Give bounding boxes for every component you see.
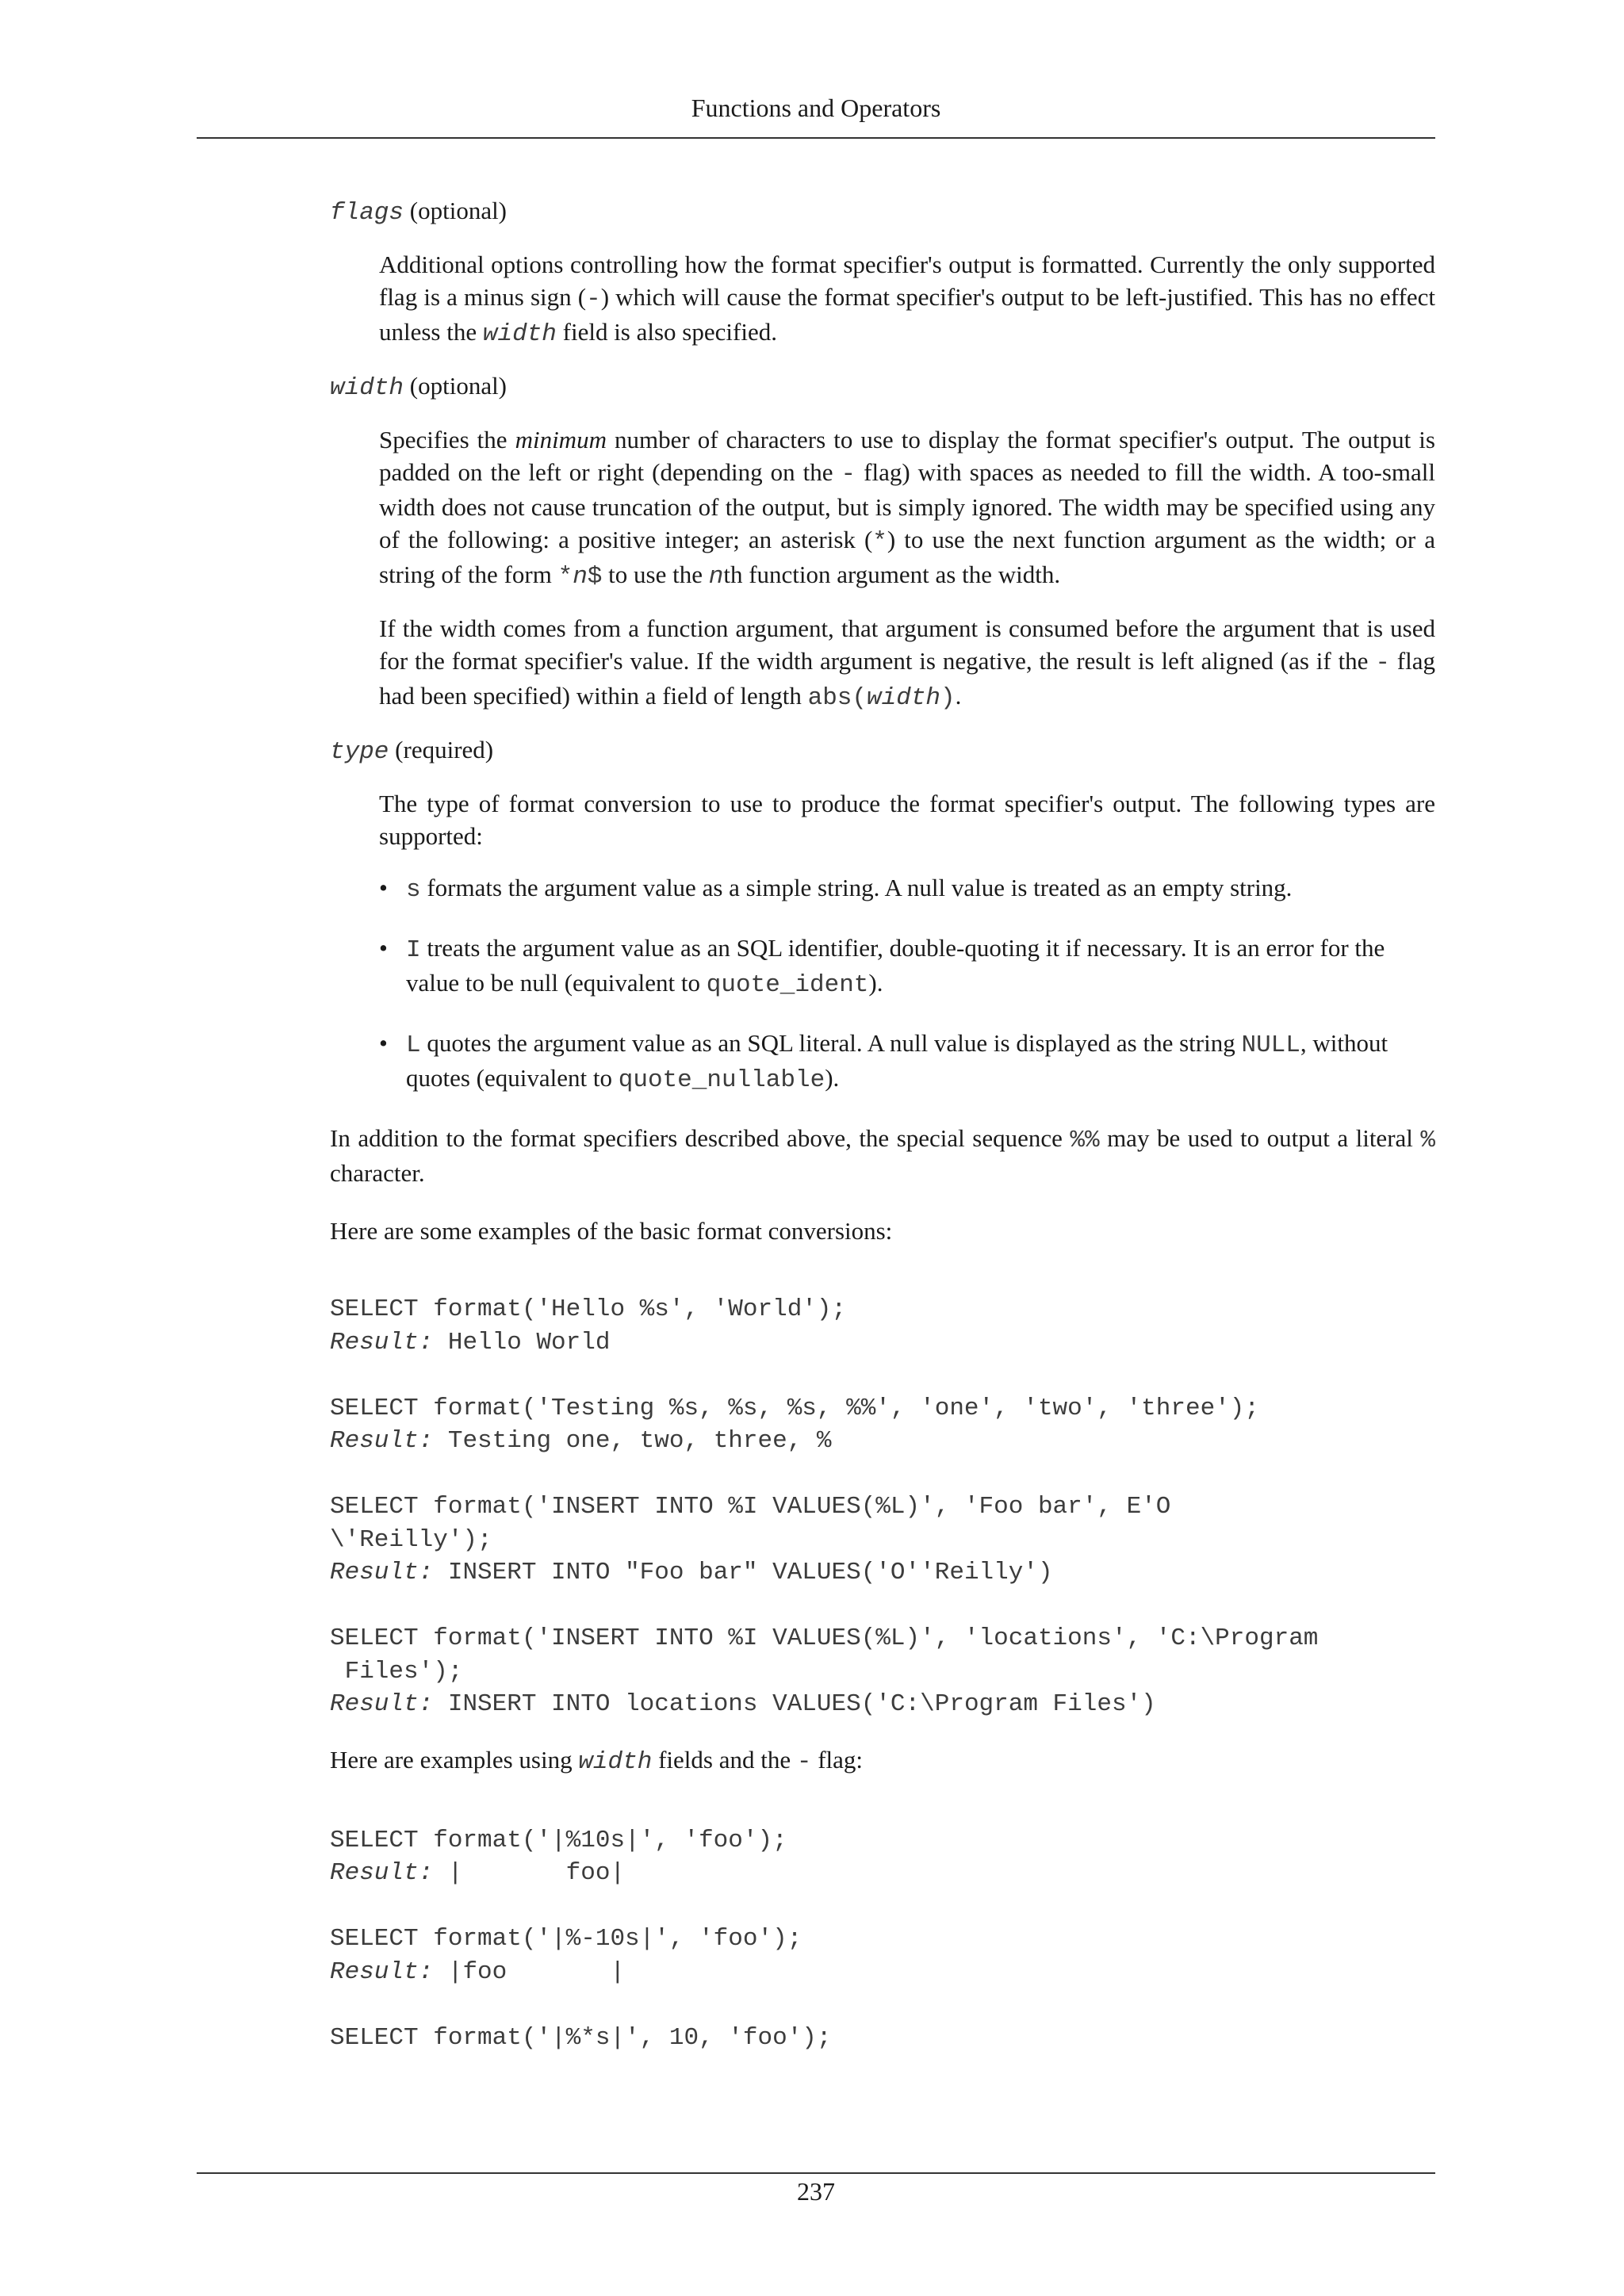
- basic-examples: [330, 1293, 1435, 1721]
- examples-intro: Here are some examples of the basic format conversions:: [330, 1217, 893, 1245]
- footer-rule: [197, 2172, 1435, 2174]
- result-line: Result: INSERT INTO "Foo bar" VALUES('O''Reilly'): [330, 1559, 1053, 1586]
- result-line: Result: |foo |: [330, 1957, 626, 1986]
- flags-definition: [379, 248, 1435, 350]
- bullet-icon: •: [379, 934, 388, 962]
- code-line: SELECT format('|%10s|', 'foo');: [330, 1826, 787, 1854]
- result-line: Result: Testing one, two, three, %: [330, 1427, 832, 1455]
- list-item: • L quotes the argument value as an SQL literal. A null value is displayed as the string NULL, without quotes (equivalent to quote_nullable).: [379, 1027, 1435, 1096]
- result-line: Result: | foo|: [330, 1859, 626, 1887]
- width-paragraph-1: Specifies the minimum number of characters to use to display the format specifier's output. The output is padded on the left or right (depending on the - flag) with spaces as needed to fill the width. A too-small width does not cause truncation of the output, but is simply ignored. The width may be specified using any of the following: a positive integer; an asterisk (*) to use the next function argument as the width; or a string of the form *n$ to use the nth function argument as the width.: [379, 426, 1435, 591]
- width-term-code: width: [330, 374, 404, 402]
- list-item: • I treats the argument value as an SQL identifier, double-quoting it if necessary. It is an error for the value to be null (equivalent to quote_ident).: [379, 932, 1435, 1001]
- type-list: [379, 871, 1435, 1096]
- width-term: [330, 369, 1435, 404]
- code-example: [330, 1923, 1435, 1988]
- code-line: SELECT format('|%*s|', 10, 'foo');: [330, 2023, 832, 2052]
- code-example: [330, 1824, 1435, 1890]
- flags-term: [330, 194, 1435, 229]
- type-definition: [379, 787, 1435, 852]
- code-example: [330, 1622, 1435, 1721]
- bullet-icon: •: [379, 1029, 388, 1057]
- flags-term-code: flags: [330, 199, 404, 227]
- code-line: Files');: [330, 1657, 463, 1686]
- code-line: SELECT format('Hello %s', 'World');: [330, 1295, 847, 1323]
- result-line: Result: INSERT INTO locations VALUES('C:\Program Files'): [330, 1690, 1156, 1718]
- code-example: [330, 1490, 1435, 1590]
- page-header: Functions and Operators: [691, 94, 941, 122]
- flags-qualifier: (optional): [404, 197, 508, 224]
- type-term: [330, 733, 1435, 768]
- type-term-code: type: [330, 738, 389, 766]
- result-line: Result: Hello World: [330, 1328, 611, 1357]
- special-sequence-paragraph: In addition to the format specifiers described above, the special sequence %% may be used to output a literal % character.: [330, 1124, 1435, 1187]
- bullet-icon: •: [379, 874, 388, 901]
- code-line: SELECT format('|%-10s|', 'foo');: [330, 1925, 802, 1953]
- width-examples-intro: Here are examples using width fields and the - flag:: [330, 1745, 864, 1776]
- header-rule: [197, 137, 1435, 139]
- code-line: SELECT format('INSERT INTO %I VALUES(%L)', 'locations', 'C:\Program: [330, 1624, 1319, 1652]
- width-examples: [330, 1824, 1435, 2055]
- type-paragraph: The type of format conversion to use to produce the format specifier's output. The following types are supported:: [379, 790, 1435, 850]
- page-content: [330, 194, 1435, 2054]
- code-line: SELECT format('INSERT INTO %I VALUES(%L)', 'Foo bar', E'O: [330, 1493, 1171, 1521]
- code-example: [330, 1293, 1435, 1359]
- width-qualifier: (optional): [404, 372, 508, 400]
- code-line: SELECT format('Testing %s, %s, %s, %%', 'one', 'two', 'three');: [330, 1394, 1259, 1422]
- page-number: 237: [797, 2177, 835, 2206]
- width-paragraph-2: If the width comes from a function argument, that argument is consumed before the argument that is used for the format specifier's value. If the width argument is negative, the result is left aligned (as if the - flag had been specified) within a field of length abs(width).: [379, 614, 1435, 712]
- code-example: [330, 2022, 1435, 2055]
- code-example: [330, 1392, 1435, 1458]
- flags-paragraph: Additional options controlling how the format specifier's output is formatted. Currently the only supported flag is a minus sign (-) which will cause the format specifier's output to be left-justified. This has no effect unless the width field is also specified.: [379, 251, 1436, 348]
- list-item: • s formats the argument value as a simple string. A null value is treated as an empty string.: [379, 871, 1435, 906]
- width-definition: [379, 423, 1435, 714]
- code-line: \'Reilly');: [330, 1525, 492, 1554]
- type-qualifier: (required): [389, 736, 494, 763]
